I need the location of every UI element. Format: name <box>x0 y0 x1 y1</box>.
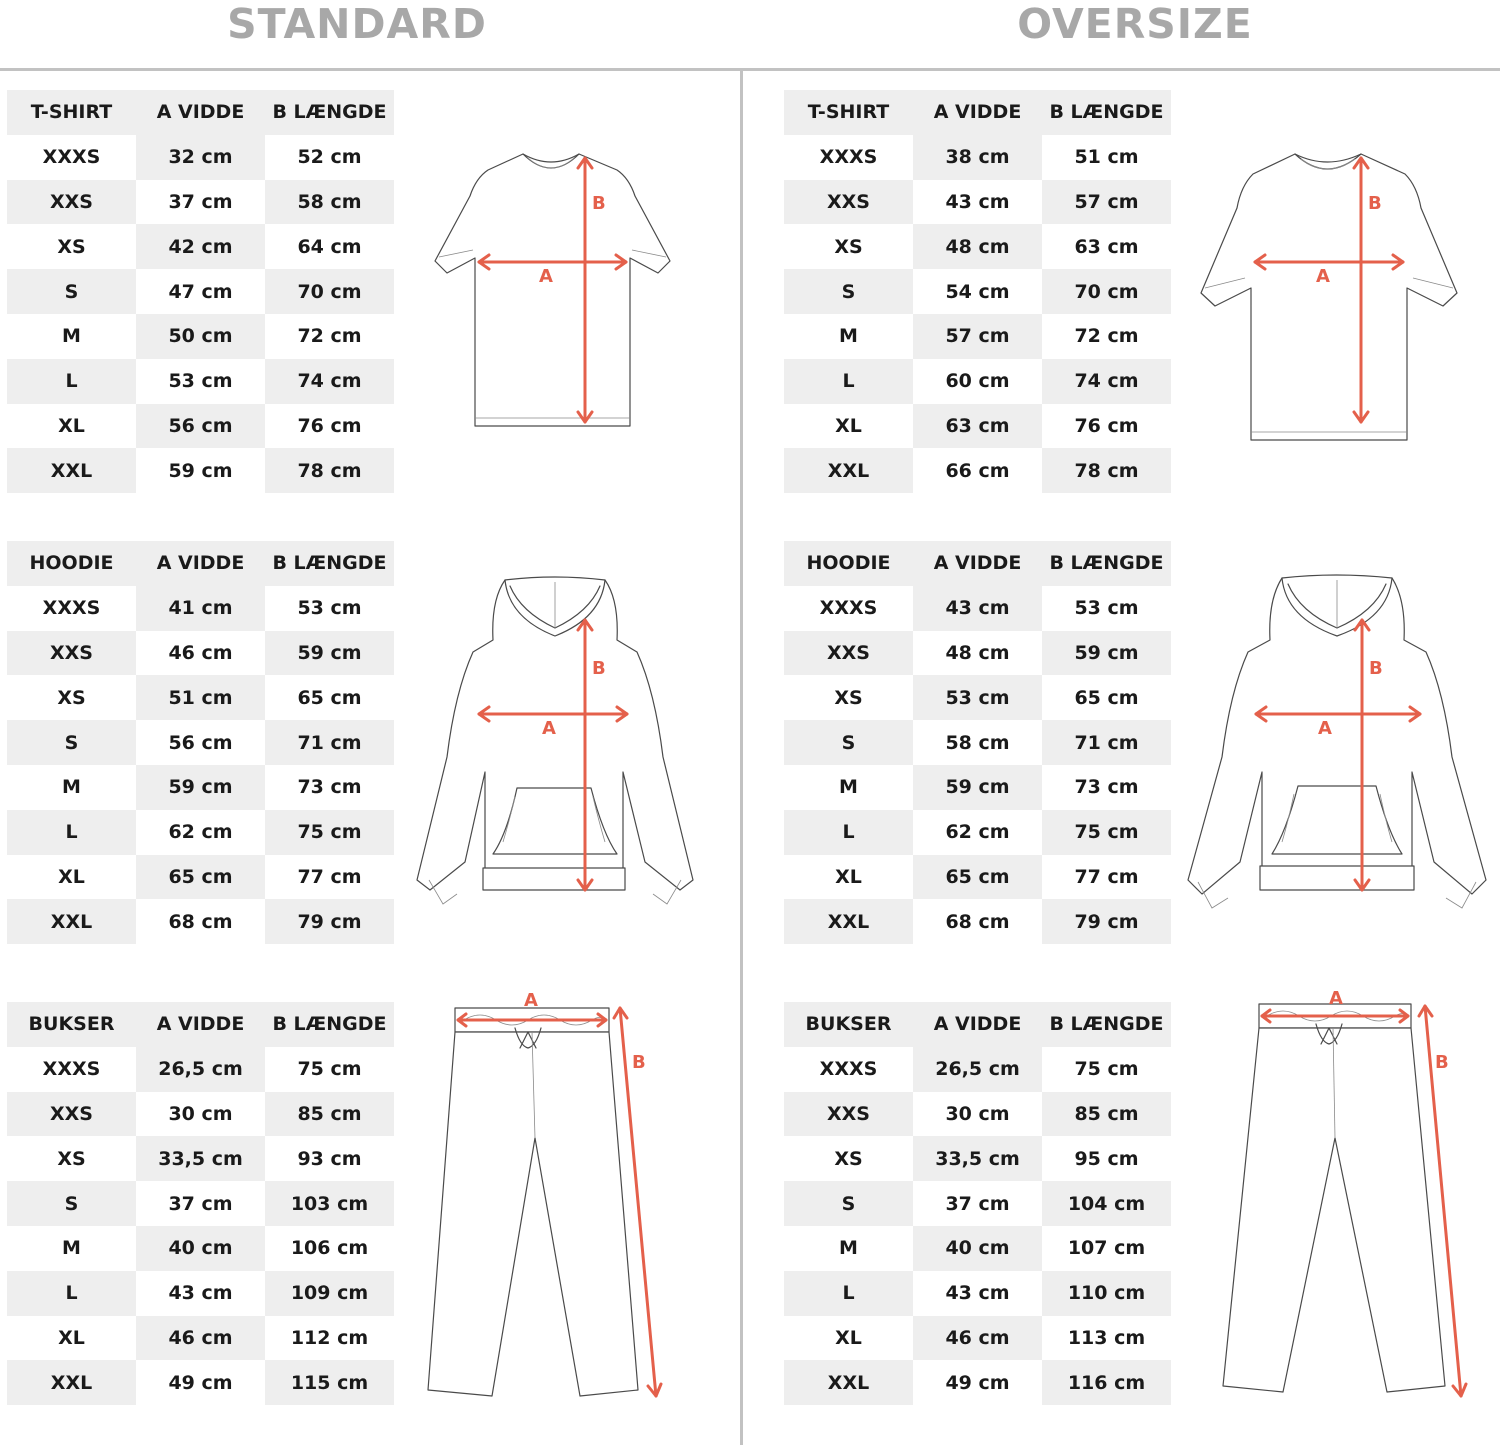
table-header-row <box>784 1002 1171 1047</box>
column-header: BUKSER <box>784 1002 913 1047</box>
size-cell: XL <box>835 1326 862 1349</box>
width-cell: 51 cm <box>136 675 265 720</box>
width-cell: 30 cm <box>945 1102 1010 1125</box>
length-cell: 53 cm <box>297 597 362 620</box>
table-row <box>7 1047 394 1092</box>
width-cell: 49 cm <box>168 1371 233 1394</box>
width-cell: 43 cm <box>945 190 1010 213</box>
width-cell: 41 cm <box>136 586 265 631</box>
table-row <box>7 720 394 765</box>
measure-b-label: B <box>1368 193 1382 214</box>
length-cell: 79 cm <box>265 899 394 944</box>
table-row <box>784 1360 1171 1405</box>
size-cell: S <box>7 720 136 765</box>
width-cell: 37 cm <box>168 1192 233 1215</box>
width-cell: 53 cm <box>913 675 1042 720</box>
table-row <box>784 359 1171 404</box>
table-row <box>784 1047 1171 1092</box>
length-cell: 78 cm <box>1042 448 1171 493</box>
table-row <box>7 631 394 676</box>
length-cell: 75 cm <box>297 1058 362 1081</box>
length-cell: 59 cm <box>1042 631 1171 676</box>
standard-pants-table <box>7 1002 394 1405</box>
length-cell: 64 cm <box>297 235 362 258</box>
column-header: B LÆNGDE <box>265 541 394 586</box>
width-cell: 43 cm <box>945 1282 1010 1305</box>
table-row <box>784 404 1171 449</box>
width-cell: 65 cm <box>136 855 265 900</box>
width-cell: 33,5 cm <box>913 1136 1042 1181</box>
size-cell: XXL <box>7 899 136 944</box>
length-cell: 58 cm <box>265 180 394 225</box>
column-header: A VIDDE <box>913 541 1042 586</box>
size-cell: XL <box>835 865 862 888</box>
width-cell: 53 cm <box>168 370 233 393</box>
size-cell: XXL <box>784 899 913 944</box>
table-header-row <box>7 1002 394 1047</box>
length-cell: 109 cm <box>265 1271 394 1316</box>
size-cell: XL <box>835 414 862 437</box>
table-row <box>7 810 394 855</box>
width-cell: 37 cm <box>945 1192 1010 1215</box>
size-cell: L <box>784 359 913 404</box>
table-row <box>784 314 1171 359</box>
column-header: A VIDDE <box>136 90 265 135</box>
column-header: A VIDDE <box>913 90 1042 135</box>
width-cell: 58 cm <box>945 731 1010 754</box>
column-header: A VIDDE <box>136 541 265 586</box>
width-cell: 59 cm <box>168 459 233 482</box>
table-row <box>784 855 1171 900</box>
length-cell: 75 cm <box>1042 810 1171 855</box>
width-cell: 26,5 cm <box>136 1047 265 1092</box>
size-cell: M <box>62 1237 81 1260</box>
table-row <box>7 765 394 810</box>
length-cell: 113 cm <box>1067 1326 1146 1349</box>
length-cell: 85 cm <box>265 1092 394 1137</box>
table-row <box>784 180 1171 225</box>
table-row <box>7 1316 394 1361</box>
measure-a-label: A <box>539 266 553 287</box>
table-row <box>784 135 1171 180</box>
width-cell: 42 cm <box>136 224 265 269</box>
length-cell: 73 cm <box>297 776 362 799</box>
width-cell: 48 cm <box>913 224 1042 269</box>
standard-tshirt-table <box>7 90 394 493</box>
size-cell: XS <box>57 1147 86 1170</box>
width-cell: 47 cm <box>168 280 233 303</box>
width-cell: 60 cm <box>945 370 1010 393</box>
width-cell: 66 cm <box>945 459 1010 482</box>
size-cell: L <box>7 1271 136 1316</box>
size-cell: XXL <box>7 448 136 493</box>
width-cell: 43 cm <box>168 1282 233 1305</box>
size-cell: XS <box>834 235 863 258</box>
length-cell: 72 cm <box>297 325 362 348</box>
measure-b-label: B <box>1369 658 1383 679</box>
size-cell: S <box>784 269 913 314</box>
size-cell: M <box>839 325 858 348</box>
table-row <box>784 448 1171 493</box>
width-cell: 62 cm <box>945 821 1010 844</box>
size-cell: XL <box>58 414 85 437</box>
width-cell: 65 cm <box>913 855 1042 900</box>
size-cell: XL <box>58 1326 85 1349</box>
column-header: B LÆNGDE <box>1042 1002 1171 1047</box>
size-cell: XXXS <box>42 597 101 620</box>
table-row <box>7 1181 394 1226</box>
table-row <box>784 269 1171 314</box>
length-cell: 52 cm <box>297 146 362 169</box>
measure-a-label: A <box>1318 718 1332 739</box>
length-cell: 71 cm <box>1042 720 1171 765</box>
table-header-row <box>784 90 1171 135</box>
column-header: B LÆNGDE <box>265 1002 394 1047</box>
width-cell: 40 cm <box>136 1226 265 1271</box>
length-cell: 104 cm <box>1042 1181 1171 1226</box>
table-row <box>784 1092 1171 1137</box>
size-cell: S <box>784 720 913 765</box>
table-row <box>7 675 394 720</box>
length-cell: 106 cm <box>290 1237 369 1260</box>
width-cell: 56 cm <box>168 731 233 754</box>
length-cell: 73 cm <box>1074 776 1139 799</box>
column-header: B LÆNGDE <box>265 90 394 135</box>
size-cell: XS <box>834 686 863 709</box>
measure-a-label: A <box>542 718 556 739</box>
oversize-tshirt-table <box>784 90 1171 493</box>
table-row <box>784 224 1171 269</box>
table-header-row <box>7 541 394 586</box>
table-header-row <box>784 541 1171 586</box>
table-row <box>7 269 394 314</box>
length-cell: 70 cm <box>265 269 394 314</box>
table-row <box>7 899 394 944</box>
table-row <box>784 1316 1171 1361</box>
standard-heading: STANDARD <box>227 0 487 48</box>
measure-a-label: A <box>1329 988 1343 1009</box>
length-cell: 74 cm <box>265 359 394 404</box>
width-cell: 26,5 cm <box>913 1047 1042 1092</box>
length-cell: 51 cm <box>1074 146 1139 169</box>
table-row <box>7 404 394 449</box>
column-divider <box>740 70 743 1445</box>
size-cell: L <box>7 359 136 404</box>
length-cell: 115 cm <box>265 1360 394 1405</box>
table-row <box>784 810 1171 855</box>
table-row <box>784 631 1171 676</box>
size-cell: M <box>839 776 858 799</box>
size-cell: XS <box>57 235 86 258</box>
width-cell: 57 cm <box>913 314 1042 359</box>
length-cell: 79 cm <box>1042 899 1171 944</box>
pants-oversize-illustration <box>1215 988 1475 1408</box>
length-cell: 107 cm <box>1067 1237 1146 1260</box>
size-cell: L <box>784 810 913 855</box>
size-cell: XXL <box>784 1360 913 1405</box>
width-cell: 59 cm <box>913 765 1042 810</box>
size-cell: XXL <box>784 448 913 493</box>
table-row <box>7 855 394 900</box>
table-row <box>7 1226 394 1271</box>
table-row <box>7 1360 394 1405</box>
size-cell: XXXS <box>819 1058 878 1081</box>
length-cell: 116 cm <box>1042 1360 1171 1405</box>
size-cell: XXS <box>7 180 136 225</box>
table-row <box>7 1271 394 1316</box>
table-row <box>784 1181 1171 1226</box>
size-cell: XL <box>58 865 85 888</box>
size-cell: L <box>784 1271 913 1316</box>
tshirt-standard-illustration <box>425 148 680 433</box>
hoodie-oversize-illustration <box>1180 572 1495 917</box>
oversize-heading: OVERSIZE <box>1017 0 1253 48</box>
length-cell: 59 cm <box>265 631 394 676</box>
size-cell: XXS <box>7 1092 136 1137</box>
width-cell: 38 cm <box>913 135 1042 180</box>
column-header: B LÆNGDE <box>1042 90 1171 135</box>
length-cell: 76 cm <box>297 414 362 437</box>
width-cell: 49 cm <box>945 1371 1010 1394</box>
length-cell: 77 cm <box>1074 865 1139 888</box>
length-cell: 63 cm <box>1074 235 1139 258</box>
size-cell: S <box>784 1181 913 1226</box>
length-cell: 65 cm <box>297 686 362 709</box>
length-cell: 103 cm <box>265 1181 394 1226</box>
size-cell: XXXS <box>42 146 101 169</box>
table-row <box>7 135 394 180</box>
length-cell: 71 cm <box>265 720 394 765</box>
length-cell: 78 cm <box>265 448 394 493</box>
oversize-hoodie-table <box>784 541 1171 944</box>
table-row <box>7 586 394 631</box>
length-cell: 77 cm <box>297 865 362 888</box>
table-row <box>784 1226 1171 1271</box>
width-cell: 50 cm <box>136 314 265 359</box>
column-header: A VIDDE <box>913 1002 1042 1047</box>
width-cell: 46 cm <box>913 1316 1042 1361</box>
size-cell: XXS <box>784 180 913 225</box>
table-row <box>7 1092 394 1137</box>
size-cell: XXL <box>7 1360 136 1405</box>
length-cell: 112 cm <box>290 1326 369 1349</box>
measure-b-label: B <box>632 1052 646 1073</box>
column-header: HOODIE <box>7 541 136 586</box>
size-cell: XXS <box>7 631 136 676</box>
measure-a-label: A <box>1316 266 1330 287</box>
length-cell: 74 cm <box>1042 359 1171 404</box>
size-cell: L <box>7 810 136 855</box>
length-cell: 72 cm <box>1074 325 1139 348</box>
table-row <box>784 720 1171 765</box>
size-cell: XXXS <box>819 597 878 620</box>
length-cell: 53 cm <box>1074 597 1139 620</box>
tshirt-oversize-illustration <box>1195 148 1465 448</box>
width-cell: 40 cm <box>913 1226 1042 1271</box>
table-row <box>7 224 394 269</box>
width-cell: 56 cm <box>136 404 265 449</box>
pants-standard-illustration <box>420 988 670 1408</box>
width-cell: 33,5 cm <box>136 1136 265 1181</box>
width-cell: 43 cm <box>913 586 1042 631</box>
table-row <box>784 765 1171 810</box>
width-cell: 37 cm <box>168 190 233 213</box>
length-cell: 75 cm <box>1074 1058 1139 1081</box>
measure-b-label: B <box>1435 1052 1449 1073</box>
table-row <box>7 1136 394 1181</box>
width-cell: 46 cm <box>168 641 233 664</box>
width-cell: 68 cm <box>168 910 233 933</box>
table-row <box>784 675 1171 720</box>
width-cell: 59 cm <box>136 765 265 810</box>
length-cell: 76 cm <box>1074 414 1139 437</box>
length-cell: 85 cm <box>1042 1092 1171 1137</box>
oversize-pants-table <box>784 1002 1171 1405</box>
size-cell: S <box>7 1181 136 1226</box>
table-row <box>7 448 394 493</box>
size-cell: M <box>839 1237 858 1260</box>
table-header-row <box>7 90 394 135</box>
table-row <box>784 586 1171 631</box>
width-cell: 46 cm <box>136 1316 265 1361</box>
measure-a-label: A <box>524 990 538 1011</box>
width-cell: 63 cm <box>913 404 1042 449</box>
length-cell: 70 cm <box>1042 269 1171 314</box>
column-header: BUKSER <box>7 1002 136 1047</box>
column-header: HOODIE <box>784 541 913 586</box>
width-cell: 62 cm <box>168 821 233 844</box>
width-cell: 68 cm <box>945 910 1010 933</box>
hoodie-standard-illustration <box>405 572 705 917</box>
table-row <box>7 314 394 359</box>
size-cell: XXXS <box>819 146 878 169</box>
table-row <box>784 899 1171 944</box>
size-cell: XS <box>57 686 86 709</box>
width-cell: 30 cm <box>168 1102 233 1125</box>
measure-b-label: B <box>592 193 606 214</box>
size-cell: M <box>62 776 81 799</box>
table-row <box>7 359 394 404</box>
column-header: A VIDDE <box>136 1002 265 1047</box>
width-cell: 32 cm <box>136 135 265 180</box>
size-cell: XXXS <box>42 1058 101 1081</box>
column-header: T-SHIRT <box>784 90 913 135</box>
length-cell: 57 cm <box>1042 180 1171 225</box>
table-row <box>7 180 394 225</box>
header-divider <box>0 68 1500 71</box>
standard-hoodie-table <box>7 541 394 944</box>
column-header: B LÆNGDE <box>1042 541 1171 586</box>
length-cell: 110 cm <box>1042 1271 1171 1316</box>
width-cell: 54 cm <box>945 280 1010 303</box>
column-header: T-SHIRT <box>7 90 136 135</box>
width-cell: 48 cm <box>945 641 1010 664</box>
size-cell: S <box>7 269 136 314</box>
size-cell: XXS <box>784 1092 913 1137</box>
size-cell: XXS <box>784 631 913 676</box>
length-cell: 75 cm <box>265 810 394 855</box>
length-cell: 93 cm <box>297 1147 362 1170</box>
table-row <box>784 1136 1171 1181</box>
size-cell: XS <box>834 1147 863 1170</box>
table-row <box>784 1271 1171 1316</box>
measure-b-label: B <box>592 658 606 679</box>
length-cell: 65 cm <box>1074 686 1139 709</box>
length-cell: 95 cm <box>1074 1147 1139 1170</box>
size-cell: M <box>62 325 81 348</box>
